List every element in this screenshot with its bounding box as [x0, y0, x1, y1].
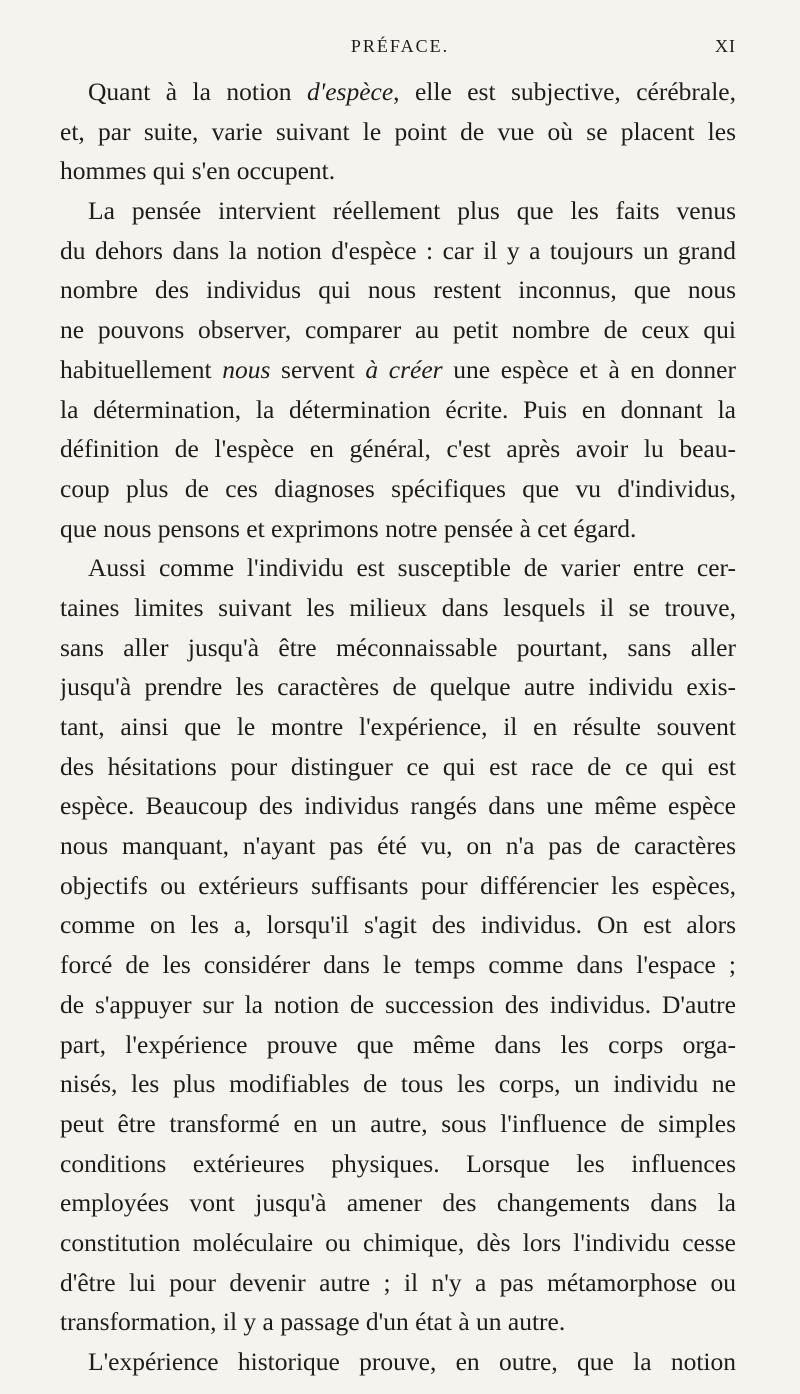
- text-line: [60, 1302, 736, 1342]
- text-line: [60, 112, 736, 152]
- text-segment: forcé de les considérer dans le temps comme dans l'espace ;: [60, 950, 736, 980]
- text-segment: ne pouvons observer, comparer au petit nombre de ceux qui: [60, 315, 736, 345]
- running-head: PRÉFACE.: [350, 36, 450, 56]
- italic-text: nous: [222, 354, 271, 384]
- page-header: [64, 36, 736, 66]
- text-line: [60, 707, 736, 747]
- text-line: [60, 1064, 736, 1104]
- text-line: [60, 509, 736, 549]
- text-segment: définition de l'espèce en général, c'est après avoir lu beau-: [60, 434, 736, 464]
- text-line: [60, 469, 736, 509]
- text-line: [60, 310, 736, 350]
- text-line: [60, 231, 736, 271]
- text-segment: Quant à la notion: [88, 77, 307, 106]
- text-segment: tant, ainsi que le montre l'expérience, il en résulte souvent: [60, 712, 736, 741]
- text-line: [60, 1183, 736, 1223]
- text-line: [60, 350, 736, 390]
- text-segment: espèce. Beaucoup des individus rangés dans une même espèce: [60, 791, 736, 821]
- text-line: [60, 667, 736, 707]
- text-segment: des hésitations pour distinguer ce qui est race de ce qui est: [60, 751, 736, 781]
- text-line: [60, 866, 736, 906]
- text-line: [60, 390, 736, 430]
- italic-text: à créer: [365, 354, 443, 384]
- text-segment: taines limites suivant les milieux dans lesquels il se trouve,: [60, 592, 736, 622]
- text-segment: part, l'expérience prouve que même dans les corps orga-: [60, 1029, 736, 1059]
- text-line: [60, 151, 736, 191]
- text-line: [60, 1025, 736, 1065]
- text-segment: une espèce et à en donner: [442, 354, 736, 384]
- text-segment: , elle est subjective, cérébrale,: [393, 77, 736, 106]
- body-text: [60, 72, 736, 1382]
- text-line: [60, 1144, 736, 1184]
- text-segment: peut être transformé en un autre, sous l'influence de simples: [60, 1108, 736, 1138]
- text-line: [60, 548, 736, 588]
- page-number: XI: [715, 36, 736, 56]
- text-line: [60, 1223, 736, 1263]
- text-segment: nisés, les plus modifiables de tous les corps, un individu ne: [60, 1069, 736, 1099]
- text-line: [60, 1263, 736, 1303]
- text-line: [60, 826, 736, 866]
- text-segment: objectifs ou extérieurs suffisants pour différencier les espèces,: [60, 870, 736, 900]
- text-segment: employées vont jusqu'à amener des changements dans la: [60, 1188, 736, 1218]
- text-line: [60, 429, 736, 469]
- text-line: [60, 985, 736, 1025]
- text-segment: et, par suite, varie suivant le point de vue où se placent les: [60, 116, 736, 146]
- text-segment: La pensée intervient réellement plus que les faits venus: [88, 196, 736, 226]
- text-segment: coup plus de ces diagnoses spécifiques que vu d'individus,: [60, 473, 736, 503]
- text-segment: du dehors dans la notion d'espèce : car il y a toujours un grand: [60, 235, 736, 265]
- text-segment: constitution moléculaire ou chimique, dès lors l'individu cesse: [60, 1227, 736, 1257]
- text-segment: L'expérience historique prouve, en outre, que la notion: [88, 1347, 736, 1376]
- text-segment: de s'appuyer sur la notion de succession des individus. D'autre: [60, 989, 736, 1019]
- text-segment: la détermination, la détermination écrite. Puis en donnant la: [60, 394, 736, 424]
- text-segment: sans aller jusqu'à être méconnaissable pourtant, sans aller: [60, 632, 736, 662]
- text-line: [60, 1342, 736, 1382]
- text-line: [60, 191, 736, 231]
- text-line: [60, 628, 736, 668]
- text-segment: Aussi comme l'individu est susceptible de varier entre cer-: [88, 553, 736, 583]
- text-segment: hommes qui s'en occupent.: [60, 156, 336, 186]
- italic-text: d'espèce: [307, 77, 394, 106]
- text-line: [60, 588, 736, 628]
- text-segment: d'être lui pour devenir autre ; il n'y a pas métamorphose ou: [60, 1267, 736, 1297]
- text-line: [60, 945, 736, 985]
- text-line: [60, 786, 736, 826]
- text-line: [60, 270, 736, 310]
- text-segment: comme on les a, lorsqu'il s'agit des individus. On est alors: [60, 910, 736, 940]
- text-segment: transformation, il y a passage d'un état à un autre.: [60, 1307, 566, 1337]
- text-line: [60, 72, 736, 112]
- text-segment: nombre des individus qui nous restent inconnus, que nous: [60, 275, 736, 305]
- text-line: [60, 905, 736, 945]
- text-segment: que nous pensons et exprimons notre pensée à cet égard.: [60, 513, 637, 543]
- text-segment: nous manquant, n'ayant pas été vu, on n'a pas de caractères: [60, 831, 736, 861]
- text-line: [60, 1104, 736, 1144]
- text-segment: conditions extérieures physiques. Lorsque les influences: [60, 1148, 736, 1178]
- text-segment: jusqu'à prendre les caractères de quelque autre individu exis-: [60, 672, 736, 702]
- text-segment: servent: [270, 354, 366, 384]
- text-line: [60, 747, 736, 787]
- text-segment: habituellement: [60, 354, 223, 384]
